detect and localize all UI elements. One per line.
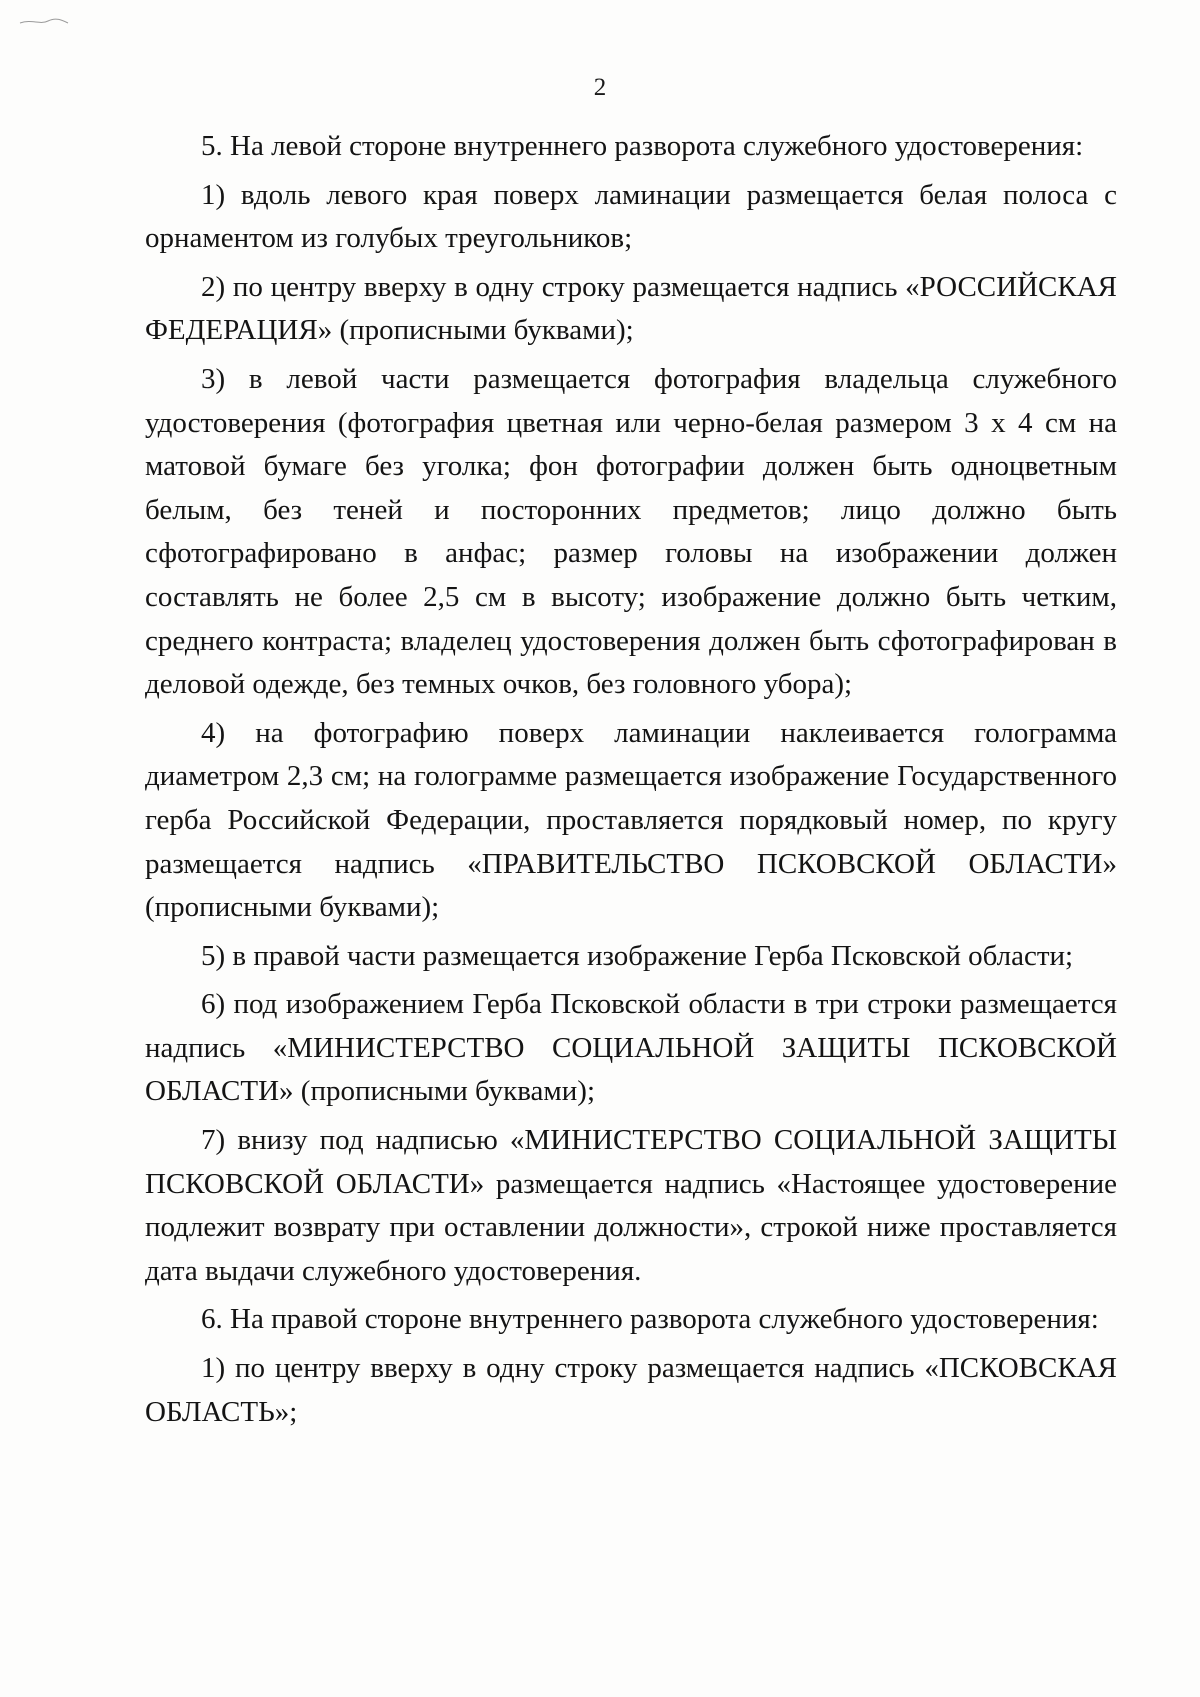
paragraph-5-item-3: 3) в левой части размещается фотография владельца служебного удостоверения (фотография цветная или черно-белая размером 3 х 4 см на матовой бумаге без уголка; фон фотографии должен быть одноцветным белым, без теней и посторонних предметов; лицо должно быть сфотографировано в анфас; размер головы на изображении должен составлять не более 2,5 см в высоту; изображение должно быть четким, среднего контраста; владелец удостоверения должен быть сфотографирован в деловой одежде, без темных очков, без головного убора); — [145, 362, 1117, 701]
paragraph-5-item-5: 5) в правой части размещается изображение Герба Псковской области; — [201, 939, 1074, 972]
paragraph-5-heading: 5. На левой стороне внутреннего разворота служебного удостоверения: — [201, 130, 1084, 162]
document-body — [145, 125, 1117, 1439]
paragraph-5-item-2: 2) по центру вверху в одну строку размещается надпись «РОССИЙСКАЯ ФЕДЕРАЦИЯ» (прописными буквами); — [145, 270, 1117, 347]
paragraph-5-item-7: 7) внизу под надписью «МИНИСТЕРСТВО СОЦИАЛЬНОЙ ЗАЩИТЫ ПСКОВСКОЙ ОБЛАСТИ» размещается надпись «Настоящее удостоверение подлежит возврату при оставлении должности», строкой ниже проставляется дата выдачи служебного удостоверения. — [145, 1124, 1117, 1287]
scan-artifact-mark — [18, 16, 70, 26]
paragraph-6-item-1: 1) по центру вверху в одну строку размещается надпись «ПСКОВСКАЯ ОБЛАСТЬ»; — [145, 1352, 1117, 1428]
paragraph-5-item-6: 6) под изображением Герба Псковской области в три строки размещается надпись «МИНИСТЕРСТВО СОЦИАЛЬНОЙ ЗАЩИТЫ ПСКОВСКОЙ ОБЛАСТИ» (прописными буквами); — [145, 988, 1117, 1108]
page-number: 2 — [593, 74, 607, 101]
paragraph-5-item-1: 1) вдоль левого края поверх ламинации размещается белая полоса с орнаментом из голубых треугольников; — [145, 178, 1117, 255]
paragraph-5-item-4: 4) на фотографию поверх ламинации наклеивается голограмма диаметром 2,3 см; на голограмме размещается изображение Государственного герба Российской Федерации, проставляется порядковый номер, по кругу размещается надпись «ПРАВИТЕЛЬСТВО ПСКОВСКОЙ ОБЛАСТИ» (прописными буквами); — [145, 716, 1117, 924]
paragraph-6-heading: 6. На правой стороне внутреннего разворота служебного удостоверения: — [201, 1303, 1099, 1336]
